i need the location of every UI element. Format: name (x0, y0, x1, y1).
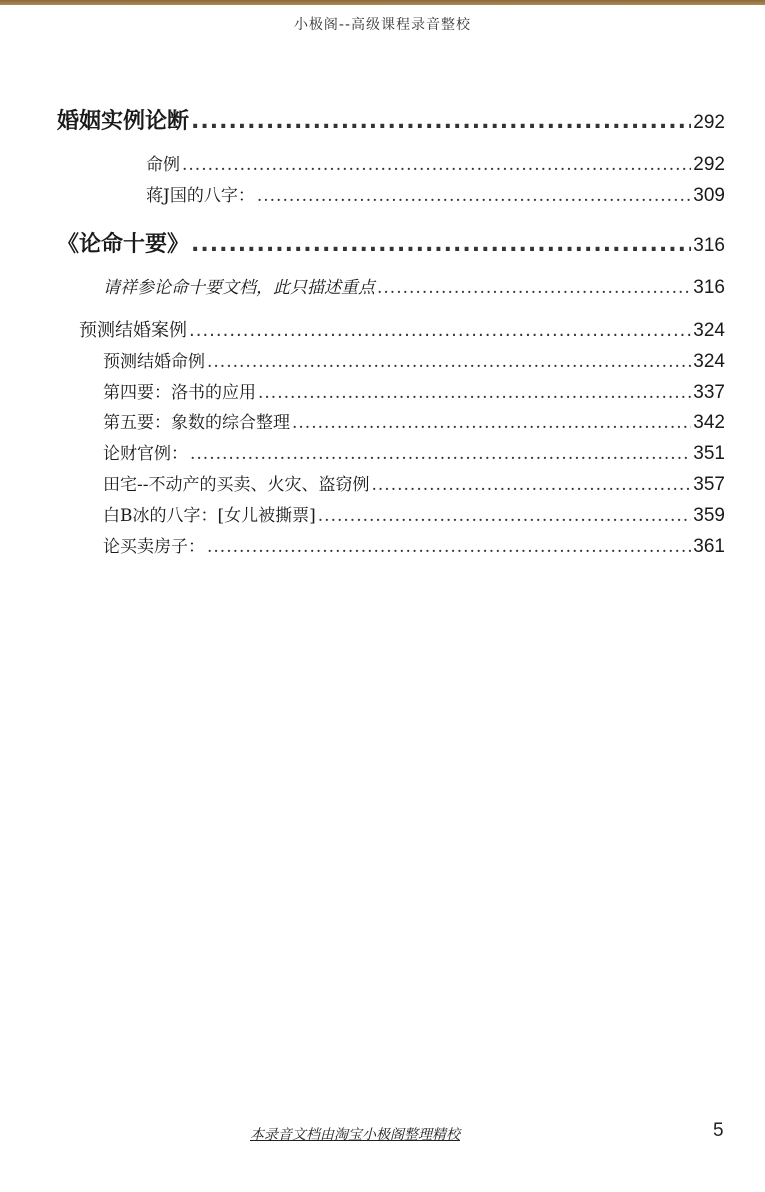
toc-entry-title: 命例 (146, 155, 180, 175)
dot-leader (318, 506, 692, 526)
toc-entry[interactable] (103, 532, 725, 558)
toc-entry-title: 论买卖房子： (103, 537, 205, 557)
dot-leader (292, 413, 691, 433)
toc-entry-title: 请祥参论命十要文档，此只描述重点 (103, 278, 375, 298)
dot-leader (257, 186, 691, 206)
dot-leader (191, 109, 691, 134)
dot-leader (377, 278, 691, 298)
toc-entry-page: 316 (693, 235, 725, 256)
toc-entry-title: 蒋J国的八字： (146, 186, 255, 206)
toc-entry[interactable] (103, 408, 725, 434)
toc-entry-title: 《论命十要》 (57, 232, 190, 257)
toc-entry-title: 婚姻实例论断 (57, 109, 190, 134)
toc-entry-title: 论财官例： (103, 444, 188, 464)
toc-entry-page: 292 (693, 112, 725, 133)
page-number: 5 (713, 1120, 724, 1141)
toc-entry-page: 292 (693, 154, 725, 175)
toc-entry[interactable] (103, 439, 725, 465)
toc-entry-page: 324 (693, 320, 725, 341)
dot-leader (207, 537, 691, 557)
dot-leader (258, 383, 691, 403)
toc-entry[interactable] (79, 316, 725, 342)
toc-entry-page: 342 (693, 412, 725, 433)
dot-leader (372, 475, 692, 495)
toc-entry[interactable] (146, 150, 725, 176)
toc-entry[interactable] (57, 227, 725, 258)
toc-entry-page: 309 (693, 185, 725, 206)
toc-entry-title: 田宅--不动产的买卖、火灾、盗窃例 (103, 475, 370, 495)
toc-entry[interactable] (103, 470, 725, 496)
toc-entry[interactable] (146, 181, 725, 207)
footer-note: 本录音文档由淘宝小极阁整理精校 (250, 1127, 460, 1143)
toc-entry[interactable] (103, 378, 725, 404)
toc-entry-title: 预测结婚命例 (103, 352, 205, 372)
toc-entry-page: 316 (693, 277, 725, 298)
toc-entry-title: 白B冰的八字：[女儿被撕票] (103, 506, 316, 526)
dot-leader (191, 232, 691, 257)
dot-leader (189, 320, 691, 341)
toc-entry[interactable] (103, 347, 725, 373)
dot-leader (207, 352, 691, 372)
running-header: 小极阁--高级课程录音整校 (293, 17, 472, 33)
dot-leader (190, 444, 691, 464)
toc-entry-page: 357 (693, 474, 725, 495)
toc-entry-page: 359 (693, 505, 725, 526)
top-border (0, 0, 765, 5)
toc-entry-title: 预测结婚案例 (79, 320, 187, 341)
toc-entry[interactable] (103, 273, 725, 299)
toc-entry-page: 337 (693, 382, 725, 403)
toc-entry[interactable] (57, 104, 725, 135)
toc-entry-title: 第五要：象数的综合整理 (103, 413, 290, 433)
toc-entry-page: 324 (693, 351, 725, 372)
toc-entry-page: 351 (693, 443, 725, 464)
toc-entry[interactable] (103, 501, 725, 527)
dot-leader (182, 155, 691, 175)
toc-entry-title: 第四要：洛书的应用 (103, 383, 256, 403)
toc-entry-page: 361 (693, 536, 725, 557)
